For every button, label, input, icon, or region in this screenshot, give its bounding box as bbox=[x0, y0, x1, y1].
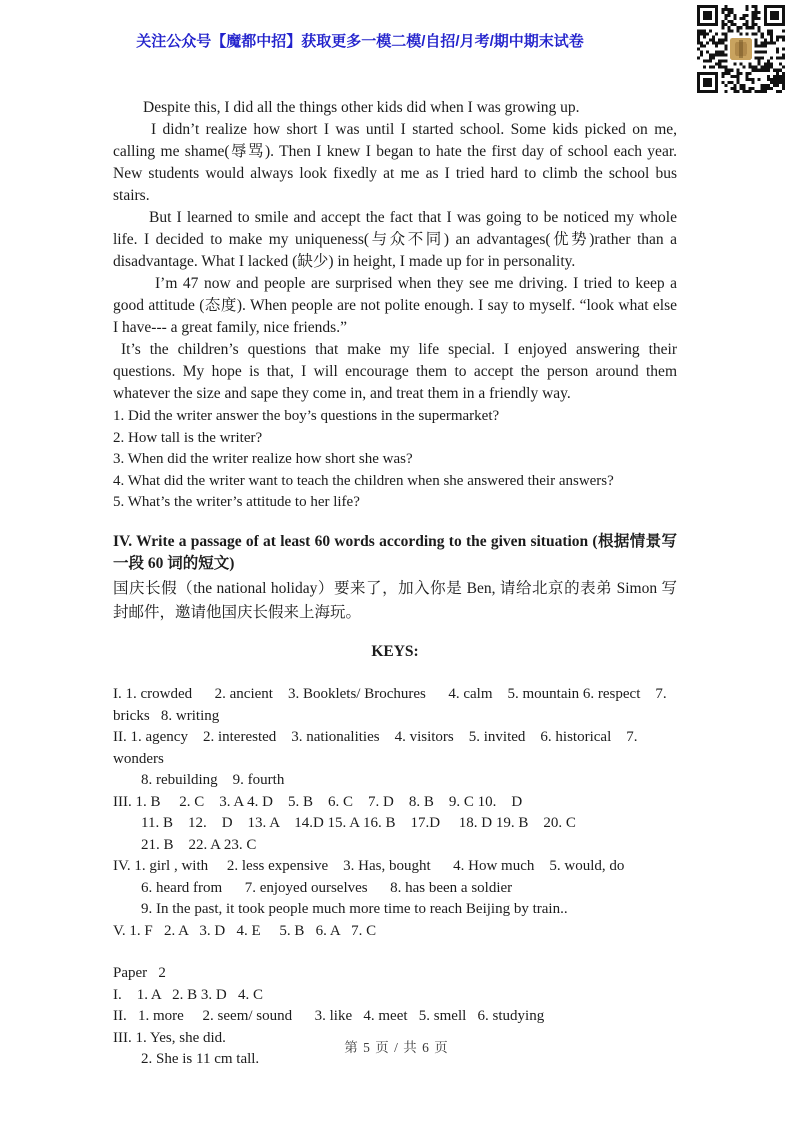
answer-key-line: III. 1. Yes, she did. bbox=[113, 1029, 226, 1046]
passage-paragraph: I’m 47 now and people are surprised when they see me driving. I tried to keep a good attitude (态度). When people are not polite enough. I say to myself. “look what else I have--- a great family, nice friends.” bbox=[113, 275, 677, 336]
writing-prompt: 国庆长假（the national holiday）要来了，加入你是 Ben, 请给北京的表弟 Simon 写封邮件，邀请他国庆长假来上海玩。 bbox=[113, 579, 677, 621]
passage-paragraph: Despite this, I did all the things other kids did when I was growing up. bbox=[143, 99, 580, 116]
answer-key-list bbox=[113, 684, 677, 942]
page-number: 第 5 页 / 共 6 页 bbox=[344, 1040, 449, 1055]
passage-paragraph: It’s the children’s questions that make my life special. I enjoyed answering their questions. My hope is that, I will encourage them to accept the person around them whatever the size and sape they come in, and treat them in a friendly way. bbox=[113, 341, 677, 402]
question-line: 5. What’s the writer’s attitude to her life? bbox=[113, 494, 360, 510]
answer-key-line: I. 1. A 2. B 3. D 4. C bbox=[113, 986, 264, 1003]
comprehension-questions bbox=[113, 406, 677, 514]
qr-code bbox=[697, 5, 785, 93]
answer-key-line: 6. heard from 7. enjoyed ourselves 8. has been a soldier bbox=[141, 879, 513, 896]
answer-key-line: bricks 8. writing bbox=[113, 707, 220, 724]
answer-key-line: 8. rebuilding 9. fourth bbox=[141, 772, 285, 788]
qr-code-image bbox=[697, 5, 785, 93]
reading-passage bbox=[113, 97, 677, 405]
answer-key-line: I. 1. crowded 2. ancient 3. Booklets/ Brochures 4. calm 5. mountain 6. respect 7. bbox=[113, 686, 667, 702]
answer-key-line: II. 1. more 2. seem/ sound 3. like 4. meet 5. smell 6. studying bbox=[113, 1008, 545, 1024]
section-iv-heading: IV. Write a passage of at least 60 words according to the given situation (根据情景写一段 60 词的短文) bbox=[113, 532, 677, 572]
page-content bbox=[113, 97, 677, 1071]
answer-key-line: 2. She is 11 cm tall. bbox=[141, 1051, 260, 1067]
question-line: 4. What did the writer want to teach the children when she answered their answers? bbox=[113, 472, 614, 489]
keys-title: KEYS: bbox=[371, 642, 419, 660]
wechat-promo-banner: 关注公众号【魔都中招】获取更多一模二模/自招/月考/期中期末试卷 bbox=[136, 33, 584, 50]
question-line: 3. When did the writer realize how short she was? bbox=[113, 451, 413, 467]
question-line: 2. How tall is the writer? bbox=[113, 429, 263, 446]
answer-key-line: 11. B 12. D 13. A 14.D 15. A 16. B 17.D 18. D 19. B 20. C bbox=[141, 815, 576, 831]
answer-key-line: III. 1. B 2. C 3. A 4. D 5. B 6. C 7. D 8. B 9. C 10. D bbox=[113, 793, 523, 810]
passage-paragraph: But I learned to smile and accept the fact that I was going to be noticed my whole life. I decided to make my uniqueness(与众不同) an advantages(优势)rather than a disadvantage. What I lacked (缺少) in height, I made up for in personality. bbox=[113, 209, 677, 270]
answer-key-line: 9. In the past, it took people much more time to reach Beijing by train.. bbox=[141, 901, 568, 917]
answer-key-line: V. 1. F 2. A 3. D 4. E 5. B 6. A 7. C bbox=[113, 922, 377, 939]
answer-key-line: IV. 1. girl , with 2. less expensive 3. Has, bought 4. How much 5. would, do bbox=[113, 858, 625, 874]
question-line: 1. Did the writer answer the boy’s questions in the supermarket? bbox=[113, 408, 500, 424]
answer-key-line: Paper 2 bbox=[113, 965, 166, 981]
passage-paragraph: I didn’t realize how short I was until I started school. Some kids picked on me, calling me shame(辱骂). Then I knew I began to hate the first day of school each year. New students would always look fixedly at me as I tried hard to climb the school bus stairs. bbox=[113, 121, 677, 204]
answer-key-line: II. 1. agency 2. interested 3. nationalities 4. visitors 5. invited 6. historical 7. wonders bbox=[113, 729, 642, 767]
answer-key-line: 21. B 22. A 23. C bbox=[141, 836, 257, 853]
